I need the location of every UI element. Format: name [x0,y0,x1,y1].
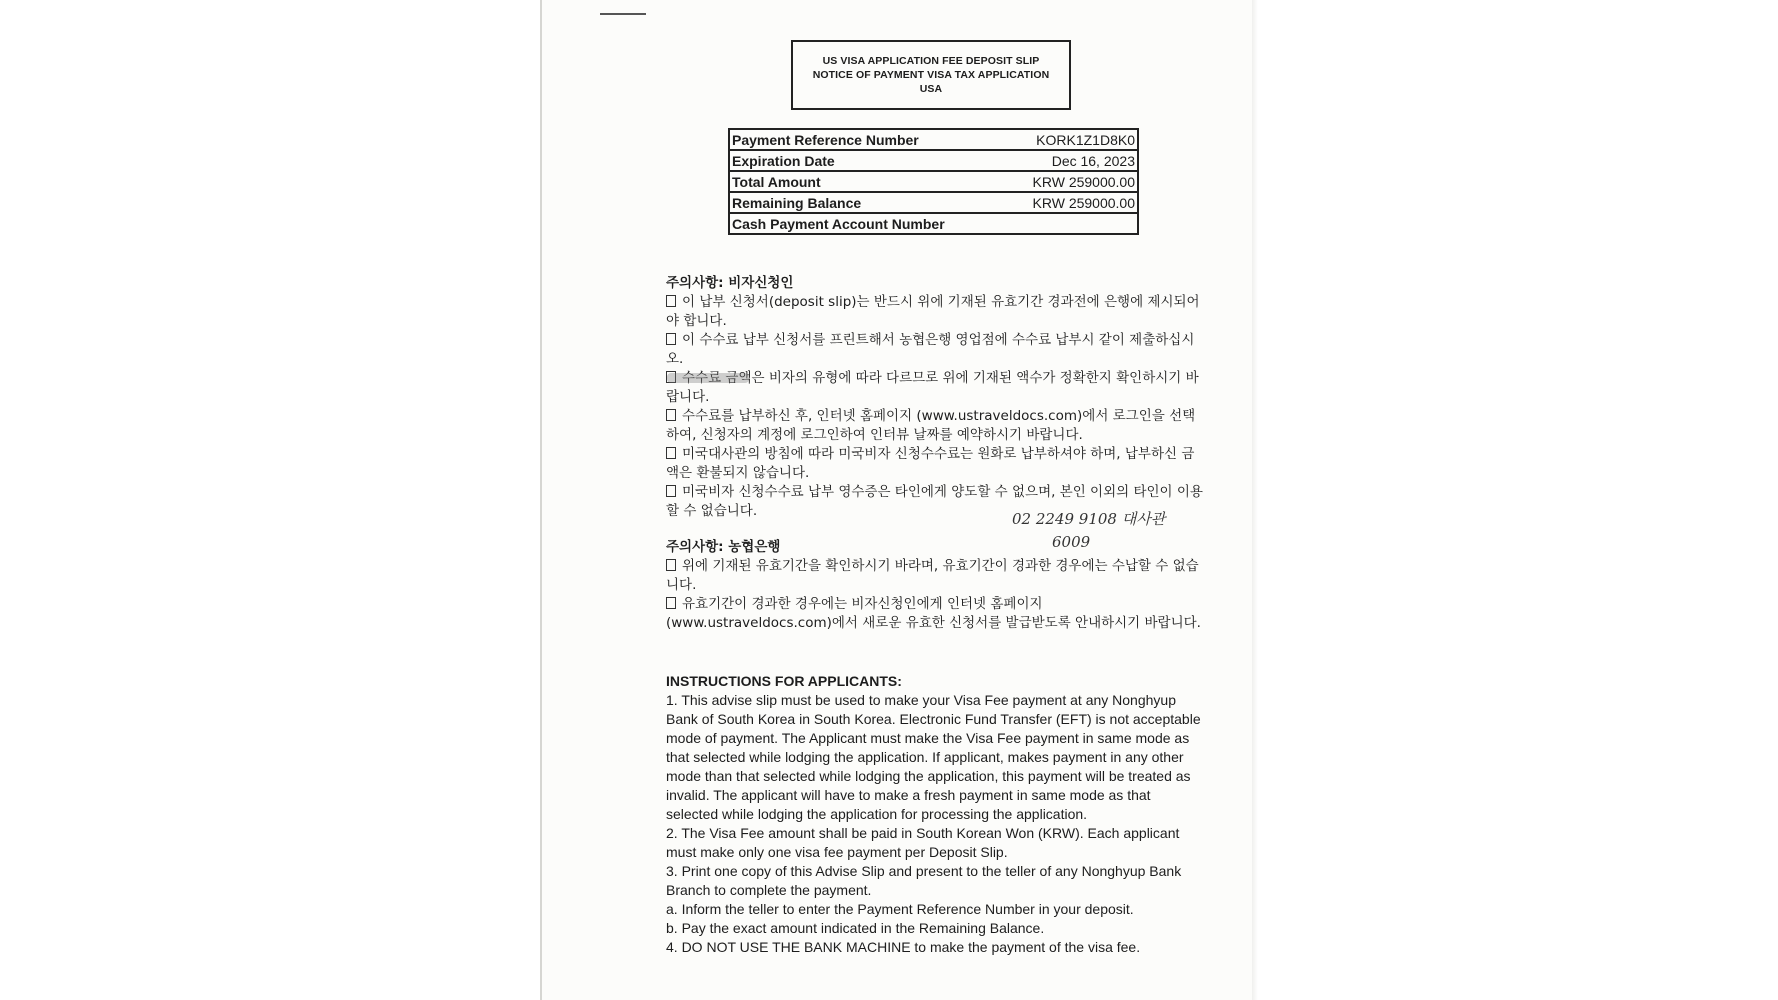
list-item: 유효기간이 경과한 경우에는 비자신청인에게 인터넷 홈페이지 (www.ustraveldocs.com)에서 새로운 유효한 신청서를 발급받도록 안내하시기 바랍니다. [666,596,1201,631]
table-row [729,192,1138,213]
instructions-section [666,672,1206,957]
list-item: 2. The Visa Fee amount shall be paid in South Korean Won (KRW). Each applicant must make only one visa fee payment per Deposit Slip. [666,825,1180,860]
total-amount-label: Total Amount [729,171,1003,192]
title-line-1: US VISA APPLICATION FEE DEPOSIT SLIP [822,55,1040,67]
table-row [729,129,1138,150]
payment-reference-label: Payment Reference Number [729,129,1003,150]
table-row [729,150,1138,171]
list-item: 수수료 금액은 비자의 유형에 따라 다르므로 위에 기재된 액수가 정확한지 확인하시기 바랍니다. [666,370,1199,405]
list-item: 1. This advise slip must be used to make your Visa Fee payment at any Nonghyup Bank of South Korea in South Korea. Electronic Fund Transfer (EFT) is not acceptable mode of payment. The Applicant must make the Visa Fee payment in same mode as that selected while lodging the application. If applicant, makes payment in any other mode than that selected while lodging the application, this payment will be treated as invalid. The applicant will have to make a fresh payment in same mode as that selected while lodging the application for processing the application. [666,692,1201,822]
cash-account-value [1003,213,1138,234]
checkbox-bullet-icon [666,409,676,421]
table-row [729,171,1138,192]
list-item: 수수료를 납부하신 후, 인터넷 홈페이지 (www.ustraveldocs.com)에서 로그인을 선택하여, 신청자의 계정에 로그인하여 인터뷰 날짜를 예약하시기 바랍니다. [666,408,1196,443]
applicant-notice-heading: 주의사항: 비자신청인 [666,275,794,291]
list-item: 미국비자 신청수수료 납부 영수증은 타인에게 양도할 수 없으며, 본인 이외의 타인이 이용할 수 없습니다. [666,484,1203,519]
checkbox-bullet-icon [666,333,676,345]
title-line-3: USA [919,83,943,95]
payment-info-table [728,128,1139,235]
bank-notice-section [666,538,1206,633]
total-amount-value: KRW 259000.00 [1003,171,1138,192]
list-item: 이 납부 신청서(deposit slip)는 반드시 위에 기재된 유효기간 경과전에 은행에 제시되어야 합니다. [666,294,1200,329]
remaining-balance-value: KRW 259000.00 [1003,192,1138,213]
list-item: 미국대사관의 방침에 따라 미국비자 신청수수료는 원화로 납부하셔야 하며, 납부하신 금액은 환불되지 않습니다. [666,446,1195,481]
list-item: 4. DO NOT USE THE BANK MACHINE to make the payment of the visa fee. [666,939,1141,955]
cash-account-label: Cash Payment Account Number [729,213,1003,234]
title-line-2: NOTICE OF PAYMENT VISA TAX APPLICATION [812,69,1050,81]
checkbox-bullet-icon [666,485,676,497]
applicant-notice-section [666,274,1206,521]
checkbox-bullet-icon [666,597,676,609]
instructions-heading: INSTRUCTIONS FOR APPLICANTS: [666,673,902,689]
remaining-balance-label: Remaining Balance [729,192,1003,213]
list-item: 3. Print one copy of this Advise Slip and present to the teller of any Nonghyup Bank Branch to complete the payment. [666,863,1182,898]
expiration-date-value: Dec 16, 2023 [1003,150,1138,171]
page-edge-shadow [1252,0,1258,1000]
pen-scribble [667,373,749,383]
list-item: 이 수수료 납부 신청서를 프린트해서 농협은행 영업점에 수수료 납부시 같이 제출하십시오. [666,332,1195,367]
handwritten-extension-note: 6009 [1052,533,1091,551]
checkbox-bullet-icon [666,295,676,307]
table-row [729,213,1138,234]
list-item: 위에 기재된 유효기간을 확인하시기 바라며, 유효기간이 경과한 경우에는 수납할 수 없습니다. [666,558,1199,593]
checkbox-bullet-icon [666,447,676,459]
corner-pen-mark [600,13,646,15]
handwritten-phone-note: 02 2249 9108 대사관 [1012,510,1166,528]
payment-reference-value: KORK1Z1D8K0 [1003,129,1138,150]
list-item: b. Pay the exact amount indicated in the Remaining Balance. [666,920,1045,936]
bank-notice-heading: 주의사항: 농협은행 [666,539,781,555]
expiration-date-label: Expiration Date [729,150,1003,171]
document-title-box [791,40,1071,110]
checkbox-bullet-icon [666,559,676,571]
list-item: a. Inform the teller to enter the Payment Reference Number in your deposit. [666,901,1134,917]
